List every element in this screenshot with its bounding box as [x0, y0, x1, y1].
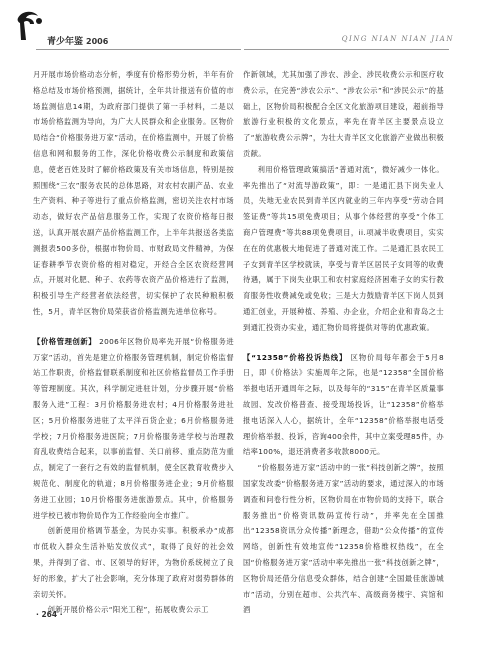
yearbook-logo-icon: [12, 8, 48, 44]
paragraph: 创新开展价格公示“阳光工程”，拓展收费公示工: [47, 605, 209, 615]
page-header: [0, 0, 480, 50]
paragraph-body: 区物价局每年都会于5月8日，即《价格法》实施周年之际，也是“12358”全国价格举报电话开通周年之际，以及每年的“315”在青羊区质量事故园、发改价格普查、接受现场投诉，让“12358”价格举报电话深入人心，据统计，全年“12358”价格举报电话受理价格举报、投诉，咨询400余件，其中立案受理85件，办结率100%，退还消费者多收款8000元。: [243, 352, 445, 457]
book-title-text: 青少年鉴: [47, 37, 84, 47]
paragraph: 作新领域，尤其加强了涉农、涉企、涉民收费公示和医疗收费公示，在完善“涉农公示”、“涉农公示”和“涉民公示”的基础上，区物价局积极配合全区文化旅游项目建设，超前指导旅游行业积极的文化景点，率先在青羊区主要景点设立了“旅游收费公示牌”，为壮大青羊区文化旅游产业做出积极贡献。: [243, 70, 444, 158]
paragraph: 创新使用价格调节基金，为民办实事。积极承办“成都市低收入群众生活补贴发放仪式”，取得了良好的社会效果，并得到了省、市、区领导的好评，为物价系统树立了良好的形象，扩大了社会影响，充分体现了政府对弱势群体的亲切关怀。: [33, 526, 234, 599]
paragraph: 月开展市场价格动态分析，季度有价格形势分析，半年有价格总结及市场价格预测，据统计，全年共计报送有价值的市场监测信息14期，为政府部门提供了第一手材料，二是以市场价格监测为导向，为广大人民群众和企业服务。区物价局结合“价格服务进万家”活动，在价格监测中，开展了价格信息和网和服务的工作，深化价格收费公示制度和政策信息，使老百姓及时了解价格政策及有关市场信息，特别是按照围绕“三农”服务农民的总体思路，对农村农副产品、农业生产资料、种子等进行了重点价格监测，密切关注农村市场动态，做好农产品信息服务工作，实现了农资价格每日报送，认真开展农副产品价格监测工作，上半年共报送各类监测报表500多份，根据市物价局、市财政局文件精神，为保证春耕季节农资价格的相对稳定，开经合全区农资经营网点，开展对化肥、种子、农药等农资产品价格进行了监测，积极引导生产经营者依法经营，切实保护了农民种粮积极性，5月，青羊区物价局荣获省价格监测先进单位称号。: [33, 70, 234, 316]
right-column: [243, 67, 444, 618]
paragraph: [33, 334, 234, 524]
header-rule-right: [244, 49, 449, 50]
paragraph: 利用价格管理政策搞活“普通对流”，微好减少一体化。率先推出了“对流导游政策”，即：一是通汇县下岗失业人员，失地无业农民到青羊区内就业的三年内享受“劳动合同签证费”等共15项免费项目；从事个体经营的享受“个体工商户管理费”等共88项免费项目，ii.项减半收费项目，实实在在的优惠极大地促进了普通对流工作。二是通汇县农民工子女到青羊区学校就读，享受与青羊区居民子女同等的收费待遇，属于下岗失业职工和农村家庭经济困难子女的实行教育服务性收费减免或免收；三是大力鼓励青羊区下岗人员到通汇创业，开展种植、养殖、办企业，介绍企业和青岛之士到通汇投资办实业，通汇物价局将提供对等的优惠政策。: [243, 164, 444, 332]
book-title: [47, 34, 108, 47]
page-number: · 264 ·: [36, 610, 63, 619]
book-year: 2006: [86, 37, 109, 46]
paragraph: [243, 350, 444, 461]
paragraph-body: 2006年区物价局率先开展“价格服务进万家”活动，首先是建立价格服务管理机制，制定价格监督站工作职责，价格监督联系制度和社区价格监督员工作手册等管理制度。其次，科学制定进驻计划，分步骤开展“价格服务入进”工程：3月价格服务进农村；4月价格服务进社区；5月价格服务进驻了太平洋百货企业；6月价格服务进学校；7月价格服务进医院；7月价格服务进学校与治理教育乱收费结合起来，以事前监督、关口前移、重点防范为重点，制定了一套行之有效的监督机制，使全区教育收费步入规范化、制度化的轨道；8月价格服务进企业；9月价格服务进工业园；10月价格服务进旅游景点。其中，价格服务进学校已被市物价局作为工作经验向全市推广。: [33, 336, 234, 520]
left-column: [33, 67, 234, 618]
section-heading: 【价格管理创新】: [33, 336, 97, 346]
book-title-latin: QING NIAN NIAN JIAN: [341, 35, 454, 43]
header-rule-left: [36, 49, 241, 50]
section-heading: 【“12358”价格投诉热线】: [243, 352, 348, 362]
paragraph: “价格服务进万家”活动中的一张“科技创新之牌”，按照国家发改委“价格服务进万家”活动的要求，通过深入的市场调查和问卷行性分析，区物价局在市物价局的支持下，联合服务推出“价格资讯数码宣传行动”，并率先在全国推出“12358资讯分众传播”新理念，借助“公众传播”的宣传网络，创新性有效地宣传“12358价格维权热线”，在全国“价格服务进万家”活动中率先推出一张“科技创新之牌”，区物价局还借分信息受众群体，结合创建“全国最佳旅游城市”活动，分别在超市、公共汽车、高级商务楼宇、宾馆和酒: [243, 463, 444, 615]
